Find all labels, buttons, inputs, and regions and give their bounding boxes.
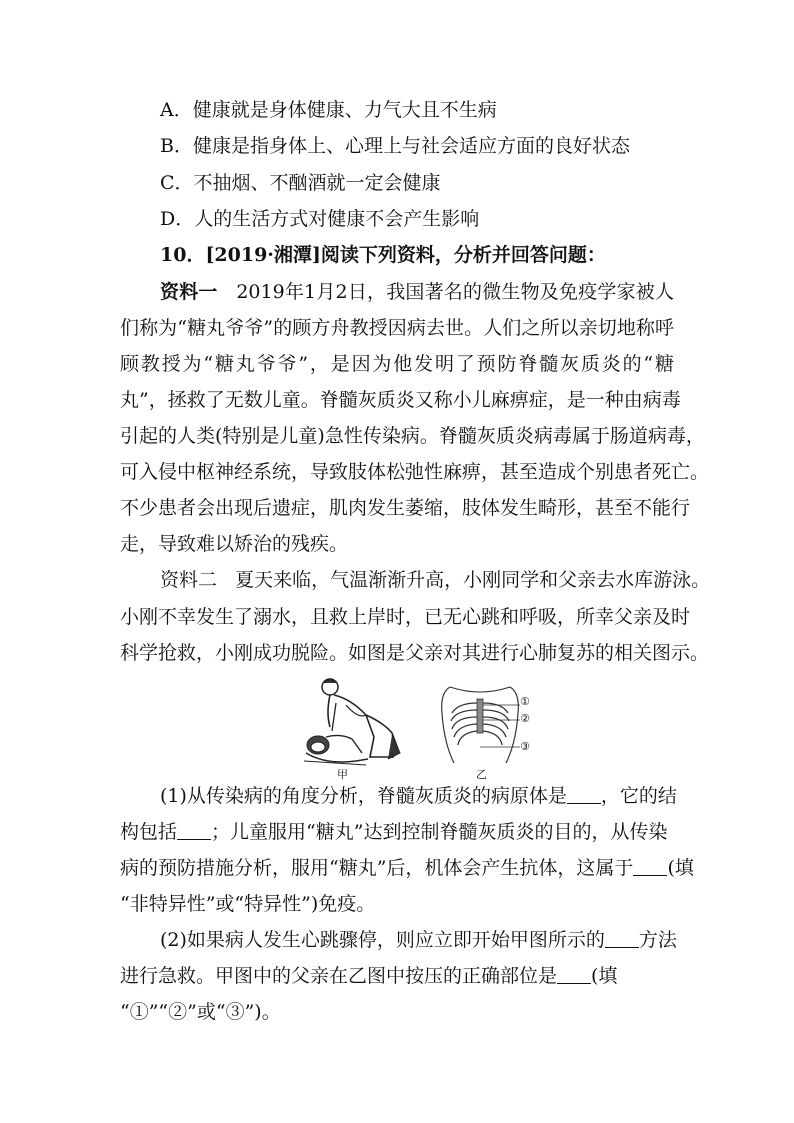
sub2-line-1-text-a: (2)如果病人发生心跳骤停，则应立即开始甲图所示的: [160, 929, 605, 951]
sub1-line-2-text-b: ；儿童服用“糖丸”达到控制脊髓灰质炎的目的，从传染: [211, 821, 668, 843]
sub1-line-2-text-a: 构包括: [120, 821, 178, 843]
material-1-line-3: 顾教授为“糖丸爷爷”，是因为他发明了预防脊髓灰质炎的“糖: [120, 353, 674, 375]
question-10-title: 10．[2019·湘潭]阅读下列资料，分析并回答问题：: [160, 244, 606, 266]
material-1-line-4: 丸”，拯救了无数儿童。脊髓灰质炎又称小儿麻痹症，是一种由病毒: [120, 389, 681, 411]
option-c: C．不抽烟、不酗酒就一定会健康: [160, 172, 441, 194]
sub1-line-3-text-b: (填: [667, 857, 694, 879]
material-2-line-3: 科学抢救，小刚成功脱险。如图是父亲对其进行心肺复苏的相关图示。: [120, 642, 710, 664]
answer-blank-2[interactable]: [177, 821, 211, 840]
material-2-line-1-text: 夏天来临，气温渐渐升高，小刚同学和父亲去水库游泳。: [235, 569, 711, 591]
option-b: B．健康是指身体上、心理上与社会适应方面的良好状态: [160, 135, 630, 157]
cpr-figure-jia: [296, 675, 406, 770]
answer-blank-5[interactable]: [557, 965, 591, 984]
sub2-line-1: [160, 928, 677, 952]
material-1-line-7: 不少患者会出现后遗症，肌肉发生萎缩，肢体发生畸形，甚至不能行: [120, 497, 691, 519]
marker-3: ③: [520, 740, 530, 753]
material-1-line-8: 走，导致难以矫治的残疾。: [120, 533, 349, 555]
material-2-line-2: 小刚不幸发生了溺水，且救上岸时，已无心跳和呼吸，所幸父亲及时: [120, 606, 691, 628]
sub1-line-1: [160, 784, 677, 808]
marker-2: ②: [520, 712, 530, 725]
material-2-line-1: [160, 568, 711, 592]
figure-label-jia: 甲: [337, 768, 348, 781]
sub2-line-2-text-a: 进行急救。甲图中的父亲在乙图中按压的正确部位是: [120, 965, 558, 987]
sub2-line-2-text-b: (填: [591, 965, 618, 987]
material-2-label: 资料二: [160, 569, 218, 591]
material-1-line-2: 们称为“糖丸爷爷”的顾方舟教授因病去世。人们之所以亲切地称呼: [120, 317, 674, 339]
sub1-line-3-text-a: 病的预防措施分析，服用“糖丸”后，机体会产生抗体，这属于: [120, 857, 634, 879]
answer-blank-3[interactable]: [633, 857, 667, 876]
sub1-line-3: [120, 856, 694, 880]
sub2-line-3: “①”“②”或“③”)。: [120, 1001, 281, 1023]
figure-label-yi: 乙: [476, 768, 487, 781]
marker-1: ①: [520, 695, 530, 708]
material-1-line-1: [160, 280, 674, 304]
sub1-line-4: “非特异性”或“特异性”)免疫。: [120, 893, 376, 915]
answer-blank-1[interactable]: [567, 785, 601, 804]
sub2-line-2: [120, 964, 617, 988]
sub1-line-1-text-b: ，它的结: [600, 785, 677, 807]
material-1-label: 资料一: [160, 281, 218, 303]
material-1-line-1-text: 2019年1月2日，我国著名的微生物及免疫学家被人: [236, 281, 674, 303]
option-d: D．人的生活方式对健康不会产生影响: [160, 208, 480, 230]
sub2-line-1-text-b: 方法: [638, 929, 677, 951]
material-1-line-5: 引起的人类(特别是儿童)急性传染病。脊髓灰质炎病毒属于肠道病毒，: [120, 425, 705, 447]
ribcage-figure-yi: [440, 683, 520, 765]
option-a: A．健康就是身体健康、力气大且不生病: [160, 99, 497, 121]
material-1-line-6: 可入侵中枢神经系统，导致肢体松弛性麻痹，甚至造成个别患者死亡。: [120, 461, 710, 483]
sub1-line-2: [120, 820, 667, 844]
answer-blank-4[interactable]: [605, 929, 639, 948]
sub1-line-1-text-a: (1)从传染病的角度分析，脊髓灰质炎的病原体是: [160, 785, 567, 807]
